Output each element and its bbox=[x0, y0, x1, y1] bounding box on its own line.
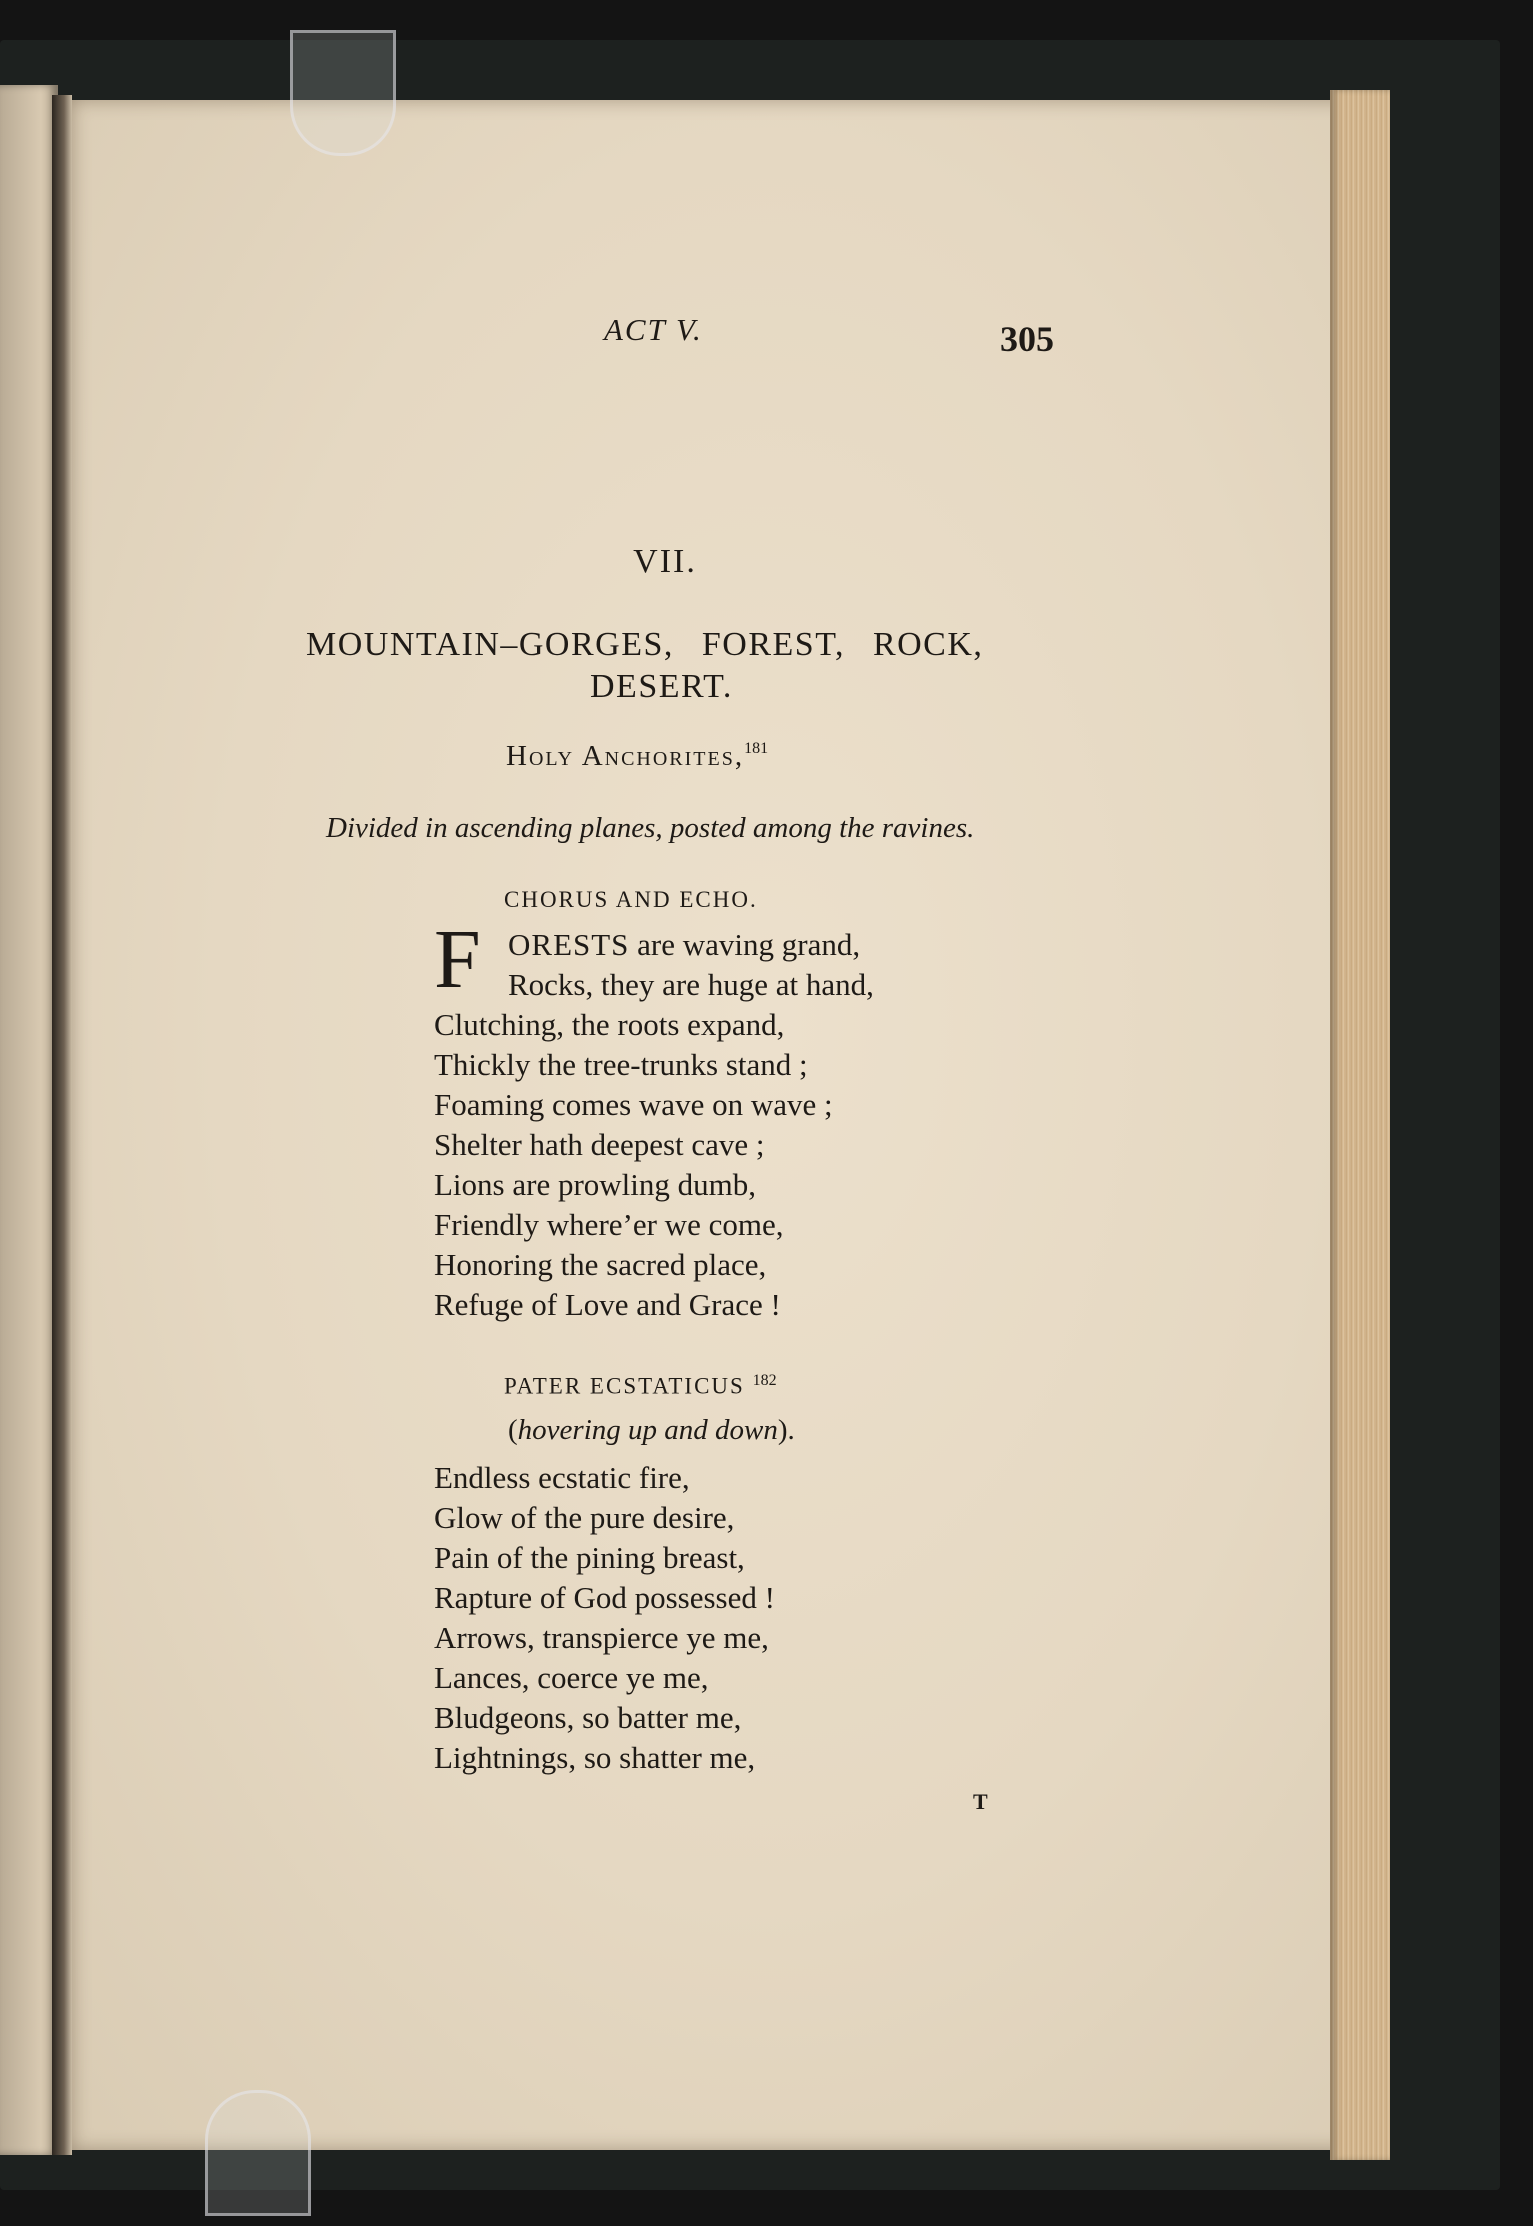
pater-direction bbox=[508, 1414, 795, 1447]
verse-line: Foaming comes wave on wave ; bbox=[434, 1087, 833, 1122]
page-clip-top bbox=[290, 30, 396, 156]
page-gutter bbox=[52, 95, 72, 2155]
section-number: VII. bbox=[633, 543, 697, 580]
scene-title-line-1: MOUNTAIN–GORGES, FOREST, ROCK, bbox=[306, 626, 984, 663]
paren-close: ). bbox=[777, 1414, 795, 1446]
verse-line: Bludgeons, so batter me, bbox=[434, 1700, 742, 1735]
footnote-ref-182: 182 bbox=[752, 1372, 777, 1389]
speaker-name: PATER ECSTATICUS bbox=[504, 1373, 745, 1399]
verse-line: Clutching, the roots expand, bbox=[434, 1007, 785, 1042]
verse-line: Honoring the sacred place, bbox=[434, 1247, 767, 1282]
verse-line-1-caps: ORESTS bbox=[508, 927, 630, 962]
scene-title-line-2: DESERT. bbox=[590, 668, 733, 705]
page-number: 305 bbox=[1000, 319, 1054, 359]
drop-cap: F bbox=[434, 913, 481, 1006]
verse-line: Lions are prowling dumb, bbox=[434, 1167, 757, 1202]
paren-open: ( bbox=[508, 1414, 518, 1446]
verse-line: Lances, coerce ye me, bbox=[434, 1660, 709, 1695]
verse-line: Pain of the pining breast, bbox=[434, 1540, 745, 1575]
verse-line: Refuge of Love and Grace ! bbox=[434, 1287, 781, 1322]
verse-line-1 bbox=[508, 927, 860, 963]
page-edges bbox=[1330, 90, 1390, 2160]
facing-page-edge bbox=[0, 85, 58, 2155]
footnote-ref-181: 181 bbox=[744, 740, 769, 757]
verse-line: Rapture of God possessed ! bbox=[434, 1580, 775, 1615]
verse-line: Friendly where’er we come, bbox=[434, 1207, 784, 1242]
character-name: Holy Anchorites, bbox=[506, 740, 745, 772]
verse-line: Glow of the pure desire, bbox=[434, 1500, 735, 1535]
verse-line: Shelter hath deepest cave ; bbox=[434, 1127, 765, 1162]
signature-mark: T bbox=[973, 1789, 988, 1814]
page-clip-bottom bbox=[205, 2090, 311, 2216]
speaker-pater-ecstaticus bbox=[504, 1372, 777, 1400]
speaker-chorus-echo: CHORUS AND ECHO. bbox=[504, 887, 758, 912]
verse-line: Rocks, they are huge at hand, bbox=[508, 967, 874, 1002]
running-head: ACT V. bbox=[604, 312, 703, 347]
book-page bbox=[62, 100, 1342, 2150]
verse-line: Arrows, transpierce ye me, bbox=[434, 1620, 769, 1655]
direction-text: hovering up and down bbox=[517, 1414, 778, 1446]
stage-direction: Divided in ascending planes, posted among the ravines. bbox=[326, 812, 975, 844]
verse-line: Thickly the tree-trunks stand ; bbox=[434, 1047, 808, 1082]
verse-line: Endless ecstatic fire, bbox=[434, 1460, 690, 1495]
verse-line: Lightnings, so shatter me, bbox=[434, 1740, 756, 1775]
character-holy-anchorites bbox=[506, 740, 768, 773]
verse-line-1-rest: are waving grand, bbox=[629, 927, 861, 962]
